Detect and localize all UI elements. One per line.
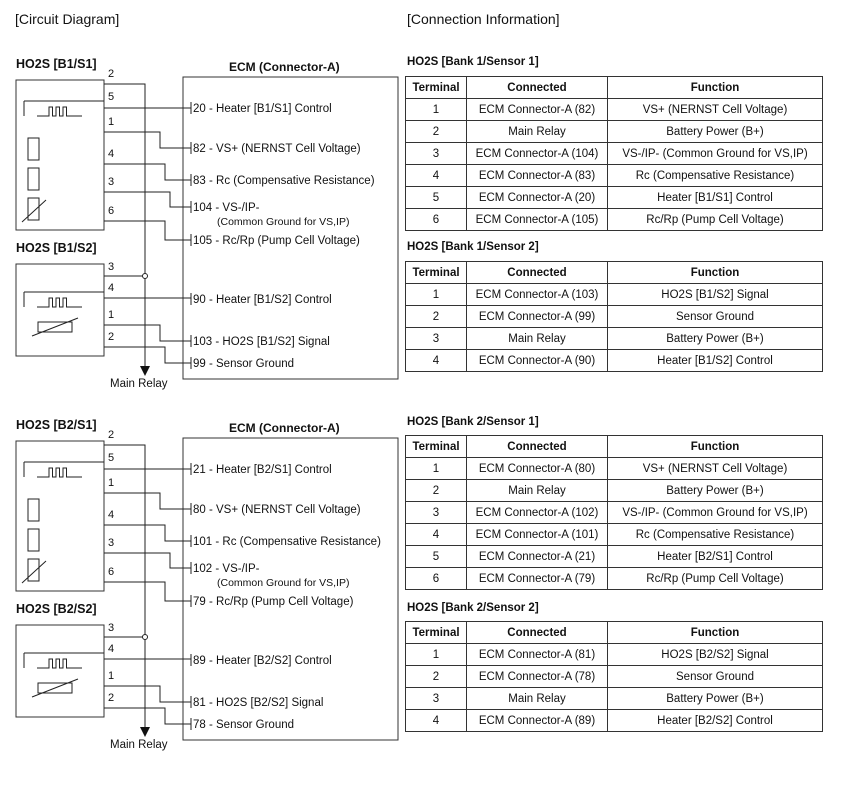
column-header: Connected [467, 436, 608, 458]
wire [104, 325, 191, 341]
ecm-pin-number: 90 [193, 294, 206, 306]
table-cell: 3 [406, 143, 467, 165]
main-relay-label: Main Relay [110, 739, 168, 751]
pin-number: 2 [108, 331, 115, 343]
heater-icon [37, 659, 82, 668]
pin-number: 4 [108, 148, 115, 160]
table-cell: VS-/IP- (Common Ground for VS,IP) [608, 502, 823, 524]
ecm-pin-number: 83 [193, 175, 206, 187]
table-cell: 1 [406, 284, 467, 306]
ecm-pin-number: 104 [193, 202, 213, 214]
column-header: Function [608, 436, 823, 458]
table-cell: ECM Connector-A (79) [467, 568, 608, 590]
ecm-pin-description-line2: (Common Ground for VS,IP) [217, 216, 350, 228]
variable-resistor-arrow [32, 679, 78, 697]
ecm-pin-number: 79 [193, 596, 206, 608]
ecm-pin-description: - VS-/IP- [212, 563, 260, 575]
pin-number: 3 [108, 261, 115, 273]
column-header: Connected [467, 262, 608, 284]
column-header: Function [608, 622, 823, 644]
table-row [406, 121, 823, 143]
junction-dot [143, 274, 148, 279]
table-cell: ECM Connector-A (20) [467, 187, 608, 209]
ecm-pin-description: - HO2S [B2/S2] Signal [205, 697, 324, 709]
heater-icon [37, 298, 82, 307]
sensor-title: HO2S [B1/S2] [16, 241, 97, 255]
table-cell: ECM Connector-A (78) [467, 666, 608, 688]
ecm-pin-label [193, 563, 260, 575]
ecm-title: ECM (Connector-A) [229, 421, 340, 435]
ecm-pin-description: - Rc/Rp (Pump Cell Voltage) [212, 235, 360, 247]
wire [104, 708, 191, 724]
heater-icon [37, 468, 82, 477]
pin-number: 5 [108, 91, 115, 103]
table-title-bank2-sensor2: HO2S [Bank 2/Sensor 2] [407, 602, 539, 614]
table-row [406, 688, 823, 710]
table-cell: Battery Power (B+) [608, 121, 823, 143]
table-title-bank2-sensor1: HO2S [Bank 2/Sensor 1] [407, 416, 539, 428]
table-row [406, 306, 823, 328]
ecm-pin-number: 101 [193, 536, 213, 548]
table-cell: 2 [406, 480, 467, 502]
ecm-connector-box [183, 77, 398, 379]
wire [104, 493, 191, 509]
table-cell: Main Relay [467, 480, 608, 502]
table-cell: Sensor Ground [608, 306, 823, 328]
pin-number: 3 [108, 537, 115, 549]
table-row [406, 710, 823, 732]
ecm-pin-description: - VS-/IP- [212, 202, 260, 214]
table-cell: VS+ (NERNST Cell Voltage) [608, 99, 823, 121]
column-header: Connected [467, 77, 608, 99]
table-cell: VS-/IP- (Common Ground for VS,IP) [608, 143, 823, 165]
table-row [406, 546, 823, 568]
table-row [406, 480, 823, 502]
table-cell: VS+ (NERNST Cell Voltage) [608, 458, 823, 480]
ecm-pin-label [193, 697, 323, 709]
column-header: Terminal [406, 436, 467, 458]
table-cell: Heater [B1/S1] Control [608, 187, 823, 209]
ecm-pin-description: - Heater [B1/S2] Control [205, 294, 332, 306]
ecm-pin-number: 105 [193, 235, 213, 247]
pin-number: 1 [108, 309, 115, 321]
table-row [406, 524, 823, 546]
table-cell: ECM Connector-A (83) [467, 165, 608, 187]
sensor-title: HO2S [B1/S1] [16, 57, 97, 71]
ecm-pin-description: - Rc (Compensative Resistance) [212, 536, 381, 548]
ecm-pin-description: - Sensor Ground [205, 719, 295, 731]
table-cell: HO2S [B2/S2] Signal [608, 644, 823, 666]
ecm-pin-number: 82 [193, 143, 206, 155]
ecm-pin-label [193, 655, 332, 667]
table-row [406, 568, 823, 590]
ecm-pin-label [193, 504, 361, 516]
table-cell: ECM Connector-A (80) [467, 458, 608, 480]
pin-number: 2 [108, 68, 115, 80]
pump-cell-icon [28, 198, 39, 220]
ecm-pin-label [193, 336, 330, 348]
ecm-pin-description: - VS+ (NERNST Cell Voltage) [205, 143, 361, 155]
ecm-pin-label [193, 464, 332, 476]
pin-number: 3 [108, 622, 115, 634]
table-cell: 2 [406, 121, 467, 143]
table-cell: Rc (Compensative Resistance) [608, 524, 823, 546]
table-cell: Main Relay [467, 121, 608, 143]
table-cell: 5 [406, 546, 467, 568]
ecm-pin-label [193, 202, 260, 214]
ecm-pin-description: - Rc/Rp (Pump Cell Voltage) [205, 596, 354, 608]
table-cell: 3 [406, 502, 467, 524]
ecm-pin-number: 21 [193, 464, 206, 476]
table-cell: ECM Connector-A (89) [467, 710, 608, 732]
column-header: Connected [467, 622, 608, 644]
table-cell: 4 [406, 524, 467, 546]
variable-arrow [22, 561, 46, 583]
table-row [406, 165, 823, 187]
table-row [406, 99, 823, 121]
table-cell: ECM Connector-A (99) [467, 306, 608, 328]
table-cell: 1 [406, 644, 467, 666]
table-bank1-sensor2 [405, 261, 823, 372]
ecm-pin-label [193, 596, 354, 608]
table-cell: Rc (Compensative Resistance) [608, 165, 823, 187]
ecm-pin-number: 20 [193, 103, 206, 115]
table-cell: 6 [406, 568, 467, 590]
table-row [406, 502, 823, 524]
table-cell: Heater [B2/S1] Control [608, 546, 823, 568]
table-cell: 5 [406, 187, 467, 209]
sensor-box [16, 441, 104, 591]
table-cell: 2 [406, 306, 467, 328]
table-bank1-sensor1 [405, 76, 823, 231]
ecm-pin-description: - Heater [B2/S1] Control [205, 464, 332, 476]
pin-number: 4 [108, 282, 115, 294]
wire [104, 347, 191, 363]
table-cell: ECM Connector-A (21) [467, 546, 608, 568]
column-header: Terminal [406, 262, 467, 284]
wire [104, 221, 191, 240]
table-cell: Battery Power (B+) [608, 688, 823, 710]
table-header-row [406, 262, 823, 284]
table-cell: ECM Connector-A (102) [467, 502, 608, 524]
pin-number: 1 [108, 477, 115, 489]
table-cell: Rc/Rp (Pump Cell Voltage) [608, 209, 823, 231]
ecm-pin-number: 89 [193, 655, 206, 667]
nernst-cell-icon [28, 499, 39, 521]
pin-number: 2 [108, 692, 115, 704]
wire [104, 686, 191, 702]
table-cell: 3 [406, 328, 467, 350]
column-header: Terminal [406, 77, 467, 99]
table-header-row [406, 622, 823, 644]
ecm-title: ECM (Connector-A) [229, 60, 340, 74]
pin-number: 3 [108, 176, 115, 188]
table-row [406, 458, 823, 480]
pin-number: 4 [108, 509, 115, 521]
column-header: Function [608, 262, 823, 284]
pump-cell-icon [28, 559, 39, 581]
table-cell: ECM Connector-A (81) [467, 644, 608, 666]
ecm-pin-label [193, 103, 332, 115]
table-cell: Battery Power (B+) [608, 480, 823, 502]
ecm-pin-label [193, 175, 375, 187]
sensor-box [16, 80, 104, 230]
pin-number: 1 [108, 670, 115, 682]
table-cell: Main Relay [467, 688, 608, 710]
table-title-bank1-sensor2: HO2S [Bank 1/Sensor 2] [407, 241, 539, 253]
table-row [406, 328, 823, 350]
ecm-pin-number: 99 [193, 358, 206, 370]
column-header: Terminal [406, 622, 467, 644]
ecm-pin-number: 102 [193, 563, 213, 575]
sensor-title: HO2S [B2/S1] [16, 418, 97, 432]
wire [104, 164, 191, 180]
table-cell: Sensor Ground [608, 666, 823, 688]
table-title-bank1-sensor1: HO2S [Bank 1/Sensor 1] [407, 56, 539, 68]
table-cell: Heater [B2/S2] Control [608, 710, 823, 732]
main-relay-label: Main Relay [110, 378, 168, 390]
table-cell: Rc/Rp (Pump Cell Voltage) [608, 568, 823, 590]
table-cell: 2 [406, 666, 467, 688]
ecm-pin-label [193, 358, 294, 370]
table-bank2-sensor2 [405, 621, 823, 732]
pin-number: 5 [108, 452, 115, 464]
ecm-pin-label [193, 536, 381, 548]
pin-number: 1 [108, 116, 115, 128]
ecm-pin-description: - HO2S [B1/S2] Signal [212, 336, 330, 348]
ecm-pin-description: - Sensor Ground [205, 358, 295, 370]
table-cell: ECM Connector-A (101) [467, 524, 608, 546]
table-bank2-sensor1 [405, 435, 823, 590]
heater-icon [37, 107, 82, 116]
table-cell: 3 [406, 688, 467, 710]
pin-number: 6 [108, 566, 115, 578]
wire [104, 525, 191, 541]
ecm-pin-label [193, 143, 361, 155]
ecm-pin-description-line2: (Common Ground for VS,IP) [217, 577, 350, 589]
wire [104, 582, 191, 601]
ecm-pin-label [193, 719, 294, 731]
table-cell: ECM Connector-A (82) [467, 99, 608, 121]
ecm-connector-box [183, 438, 398, 740]
table-cell: 4 [406, 350, 467, 372]
junction-dot [143, 635, 148, 640]
ecm-pin-number: 81 [193, 697, 206, 709]
ecm-pin-description: - VS+ (NERNST Cell Voltage) [205, 504, 361, 516]
table-row [406, 666, 823, 688]
table-row [406, 350, 823, 372]
table-cell: 6 [406, 209, 467, 231]
table-cell: Battery Power (B+) [608, 328, 823, 350]
table-cell: 4 [406, 165, 467, 187]
table-cell: Main Relay [467, 328, 608, 350]
pin-number: 6 [108, 205, 115, 217]
table-cell: HO2S [B1/S2] Signal [608, 284, 823, 306]
table-row [406, 187, 823, 209]
pin-number: 4 [108, 643, 115, 655]
ecm-pin-number: 80 [193, 504, 206, 516]
table-row [406, 644, 823, 666]
ecm-pin-label [193, 235, 360, 247]
sensor-box [16, 264, 104, 356]
ecm-pin-number: 103 [193, 336, 213, 348]
table-cell: ECM Connector-A (105) [467, 209, 608, 231]
table-header-row [406, 436, 823, 458]
circuit-diagram [0, 0, 400, 785]
sensor-box [16, 625, 104, 717]
cell-icon [28, 168, 39, 190]
table-cell: 1 [406, 99, 467, 121]
pin-number: 2 [108, 429, 115, 441]
arrow-down-icon [140, 727, 150, 737]
variable-resistor-arrow [32, 318, 78, 336]
table-row [406, 284, 823, 306]
wire [104, 192, 191, 207]
column-header: Function [608, 77, 823, 99]
ecm-pin-number: 78 [193, 719, 206, 731]
table-cell: 1 [406, 458, 467, 480]
variable-arrow [22, 200, 46, 222]
arrow-down-icon [140, 366, 150, 376]
ecm-pin-label [193, 294, 332, 306]
cell-icon [28, 529, 39, 551]
table-cell: ECM Connector-A (104) [467, 143, 608, 165]
table-cell: 4 [406, 710, 467, 732]
table-header-row [406, 77, 823, 99]
table-row [406, 209, 823, 231]
connection-info-heading: [Connection Information] [407, 11, 560, 27]
wire [104, 553, 191, 568]
table-cell: ECM Connector-A (90) [467, 350, 608, 372]
table-cell: Heater [B1/S2] Control [608, 350, 823, 372]
nernst-cell-icon [28, 138, 39, 160]
ecm-pin-description: - Heater [B1/S1] Control [205, 103, 332, 115]
sensor-title: HO2S [B2/S2] [16, 602, 97, 616]
ecm-pin-description: - Rc (Compensative Resistance) [205, 175, 375, 187]
circuit-diagram-heading: [Circuit Diagram] [15, 11, 120, 27]
ecm-pin-description: - Heater [B2/S2] Control [205, 655, 332, 667]
table-cell: ECM Connector-A (103) [467, 284, 608, 306]
table-row [406, 143, 823, 165]
wire [104, 132, 191, 148]
